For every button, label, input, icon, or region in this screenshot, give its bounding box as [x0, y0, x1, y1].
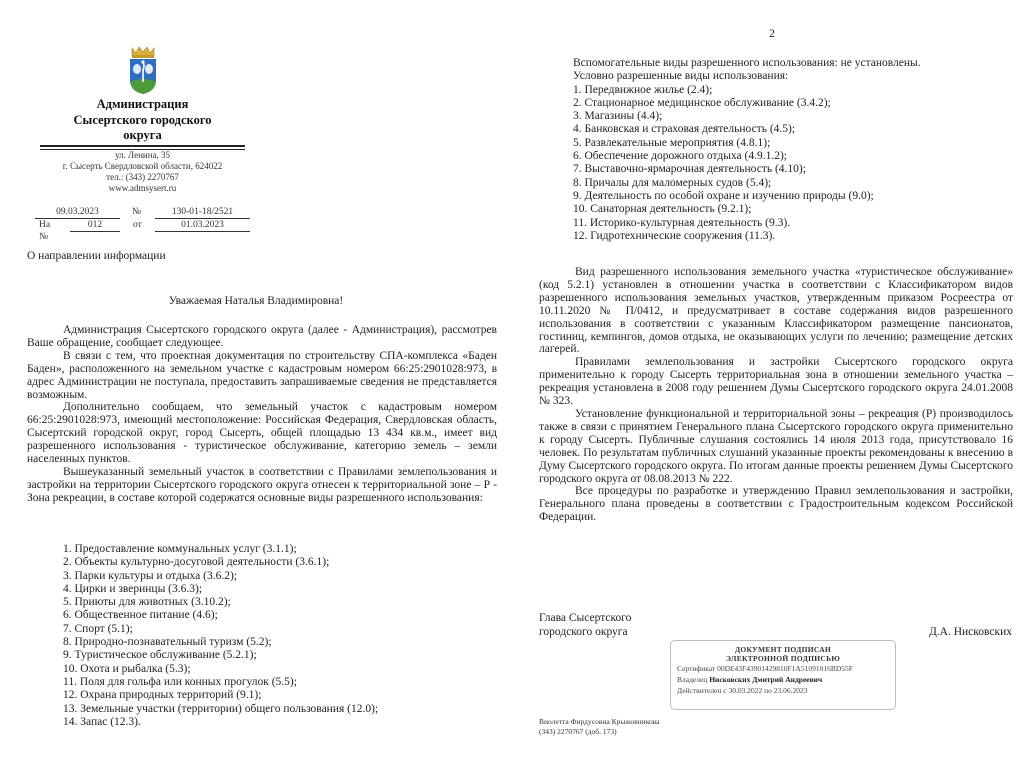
outgoing-date: 09.03.2023: [35, 206, 120, 219]
list-item: 11. Поля для гольфа или конных прогулок (5.5);: [63, 675, 297, 688]
list-item: 1. Предоставление коммунальных услуг (3.1.1);: [63, 543, 297, 555]
executor-info: [539, 717, 659, 736]
paragraph: Вид разрешенного использования земельного участка «туристическое обслуживание» (код 5.2.1) установлен в отношении участка в соответствии с Классификатором видов разрешенного использования земельных участков, утвержденным приказом Росреестра от 10.11.2020 № П/0412, и предусматривает в составе содержания видов разрешенного использования в соответствии с указанным Классификатором размещение пансионатов, гостиниц, кемпингов, домов отдыха, не оказывающих услуги по лечению; размещение детских лагерей.: [539, 266, 1013, 356]
list-item: 4. Цирки и зверинцы (3.6.3);: [63, 582, 203, 595]
certificate-value: 00DE43F43901429810F1A51091016BD55F: [717, 664, 853, 673]
phone: тел.: (343) 2270767: [106, 172, 179, 182]
number-label: №: [132, 207, 142, 217]
paragraph: Дополнительно сообщаем, что земельный участок с кадастровым номером 66:25:2901028:973, имеющий местоположение: Российская Федерация, Свердловская область, Сысертский городской округ, город Сысерть, общей площадью 13 434 кв.м., имеет вид разрешенного использования - туристическое обслуживание, категорию земель – земли населенных пунктов.: [27, 401, 497, 466]
address-city: г. Сысерть Свердловской области, 624022: [62, 161, 223, 171]
list-item: 2. Стационарное медицинское обслуживание (3.4.2);: [573, 96, 831, 109]
in-reply-label: На №: [39, 220, 51, 242]
paragraph: Установление функциональной и территориальной зоны – рекреация (Р) производилось также в связи с принятием Генерального плана Сысертского городского округа применительно к городу Сысерть. Публичные слушания состоялись 14 июля 2013 года, присутствовало 16 человек. По результатам публичных слушаний указанные проекты рекомендованы к внесению в Думу Сысертского городского округа. По итогам данные проекты решением Думы Сысертского городского округа от 08.08.2013 № 222.: [539, 407, 1013, 485]
list-item: 8. Природно-познавательный туризм (5.2);: [63, 636, 272, 649]
list-item: 11. Историко-культурная деятельность (9.3).: [573, 216, 791, 229]
list-item: 7. Выставочно-ярмарочная деятельность (4.10);: [573, 163, 806, 176]
electronic-signature-stamp: [670, 640, 896, 710]
organization-contacts: [40, 150, 245, 194]
certificate-row: [677, 664, 889, 674]
executor-phone: (343) 2270767 (доб. 173): [539, 726, 617, 736]
in-reply-number: 012: [70, 219, 120, 232]
main-uses-list: [63, 543, 378, 729]
conditional-uses-block: [573, 57, 921, 243]
list-item: 14. Запас (12.3).: [63, 715, 141, 728]
organization-name: [40, 97, 245, 144]
stamp-header: ЭЛЕКТРОННОЙ ПОДПИСЬЮ: [725, 654, 841, 663]
in-reply-date: 01.03.2023: [155, 219, 250, 232]
paragraph: Вышеуказанный земельный участок в соответствии с Правилами землепользования и застройки на территории Сысертского городского округа отнесен к территориальной зоне – Р - Зона рекреации, в составе которой содержатся основные виды разрешенного использования:: [27, 465, 497, 504]
letter-subject: О направлении информации: [27, 250, 166, 262]
page1-body: [27, 324, 497, 505]
list-item: 9. Деятельность по особой охране и изучению природы (9.0);: [573, 189, 874, 202]
page2-body: [539, 266, 1013, 524]
website: www.admsysert.ru: [108, 183, 177, 193]
owner-label: Владелец: [677, 675, 708, 684]
from-label: от: [133, 220, 142, 230]
outgoing-number: 130-01-18/2521: [155, 206, 250, 219]
paragraph: В связи с тем, что проектная документация по строительству СПА-комплекса «Баден Баден», расположенного на земельном участке с кадастровым номером 66:25:2901028:973, в адрес Администрации не поступала, предоставить запрашиваемые сведения не представляется возможным.: [27, 349, 497, 401]
address-street: ул. Ленина, 35: [114, 150, 171, 160]
paragraph: Все процедуры по разработке и утверждению Правил землепользования и застройки, Генерального плана проведены в соответствии с Градостроительным кодексом Российской Федерации.: [539, 485, 1013, 524]
list-item: 5. Приюты для животных (3.10.2);: [63, 596, 231, 609]
signatory-title: [539, 611, 631, 639]
list-item: 6. Обеспечение дорожного отдыха (4.9.1.2);: [573, 150, 787, 163]
owner-value: Нисковских Дмитрий Андреевич: [709, 675, 823, 684]
list-item: 3. Магазины (4.4);: [573, 110, 663, 123]
list-item: 9. Туристическое обслуживание (5.2.1);: [63, 649, 257, 662]
list-item: 13. Земельные участки (территории) общего пользования (12.0);: [63, 702, 379, 715]
salutation: Уважаемая Наталья Владимировна!: [168, 295, 344, 307]
list-item: 7. Спорт (5.1);: [63, 622, 133, 635]
stamp-header: ДОКУМЕНТ ПОДПИСАН: [734, 645, 832, 654]
list-item: 8. Причалы для маломерных судов (5.4);: [573, 176, 772, 189]
paragraph: Правилами землепользования и застройки Сысертского городского округа применительно к городу Сысерть территориальная зона в отношении земельного участка – рекреация установлена в 2008 году решением Думы Сысертского городского округа 24.01.2008 № 323.: [539, 356, 1013, 408]
list-item: 12. Гидротехнические сооружения (11.3).: [573, 229, 776, 242]
list-item: 3. Парки культуры и отдыха (3.6.2);: [63, 569, 237, 582]
list-item: 10. Охота и рыбалка (5.3);: [63, 662, 191, 675]
signatory-title-line: Глава Сысертского: [539, 612, 632, 624]
letter-page-2: [512, 0, 1024, 768]
list-item: 5. Развлекательные мероприятия (4.8.1);: [573, 136, 771, 149]
org-name-line: Сысертского городского: [73, 112, 212, 127]
list-item: 2. Объекты культурно-досуговой деятельности (3.6.1);: [63, 556, 330, 569]
list-item: 6. Общественное питание (4.6);: [63, 609, 218, 622]
certificate-label: Сертификат: [677, 664, 716, 673]
coat-of-arms-icon: [125, 44, 161, 96]
signatory-name: Д.А. Нисковских: [928, 626, 1012, 638]
auxiliary-uses-text: Вспомогательные виды разрешенного использования: не установлены.: [573, 57, 921, 69]
list-item: 1. Передвижное жилье (2.4);: [573, 83, 713, 96]
conditional-uses-heading: Условно разрешенные виды использования:: [573, 70, 789, 83]
validity-row: Действителен с 30.03.2022 по 23.06.2023: [677, 686, 808, 695]
owner-row: [677, 675, 889, 685]
org-name-line: округа: [123, 128, 162, 142]
page-number: 2: [769, 28, 775, 40]
paragraph: Администрация Сысертского городского округа (далее - Администрация), рассмотрев Ваше обращение, сообщает следующее.: [27, 324, 497, 349]
list-item: 4. Банковская и страховая деятельность (4.5);: [573, 123, 796, 136]
signatory-title-line: городского округа: [539, 626, 628, 638]
list-item: 12. Охрана природных территорий (9.1);: [63, 689, 262, 702]
executor-name: Виолетта Фирдусовна Крыжовникова: [539, 717, 660, 726]
org-name-line: Администрация: [96, 97, 189, 111]
list-item: 10. Санаторная деятельность (9.2.1);: [573, 203, 752, 216]
